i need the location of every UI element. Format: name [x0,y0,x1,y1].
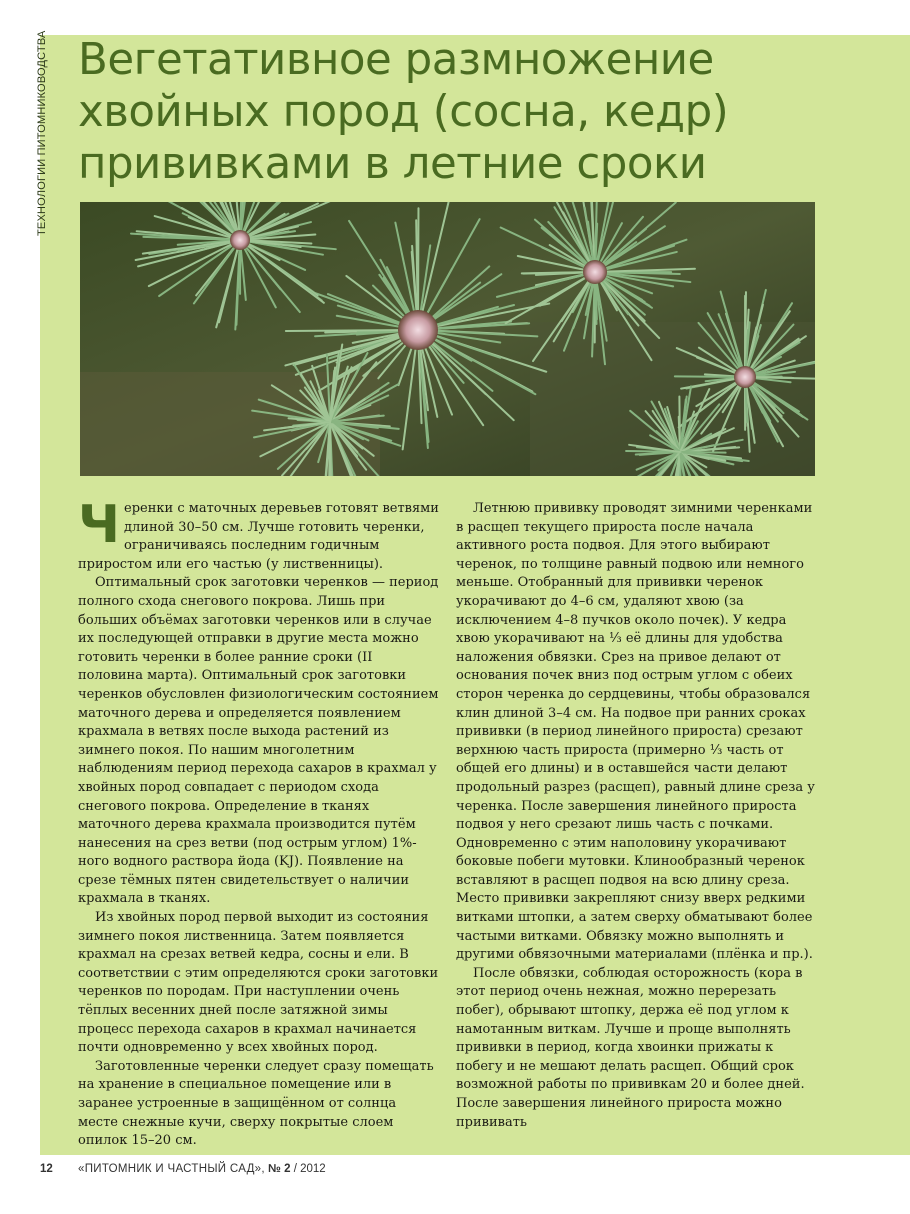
pine-branch-photo [80,202,815,476]
text-column-left [78,495,440,1151]
drop-cap: Ч [78,495,121,555]
paragraph-2: Оптимальный срок заготовки черенков — период полного схода снегового покрова. Лишь при больших объёмах заготовки черенков или в случае их последующей отправки в другие места можно готовить черенки в более ранние сроки (II половина марта). Оптимальный срок заготовки черенков обусловлен физиологическим состоянием маточного дерева и определяется появлением крахмала в ветвях после выхода растений из зимнего покоя. По нашим многолетним наблюдениям период перехода сахаров в крахмал у хвойных пород совпадает с периодом схода снегового покрова. Определение в тканях маточного дерева крахмала производится путём нанесения на срез ветви (под острым углом) 1%-ного водного раствора йода (KJ). Появление на срезе тёмных пятен свидетельствует о наличии крахмала в тканях. [78,575,439,907]
paragraph-1 [78,495,440,574]
paragraph-1-text: еренки с маточных деревьев готовят ветвями длиной 30–50 см. Лучше готовить черенки, ограничиваясь последним годичным приростом или его частью (у лиственницы). [78,501,439,572]
page-footer [40,1163,326,1175]
section-label [36,30,54,236]
text-column-right [456,500,818,1132]
section-label-text: ТЕХНОЛОГИИ ПИТОМНИКОВОДСТВА [36,30,48,236]
paragraph-6: После обвязки, соблюдая осторожность (кора в этот период очень нежная, можно перерезать побег), обрывают штопку, держа её под углом к намотанным виткам. Лучше и проще выполнять прививки в период, когда хвоинки прижаты к побегу и не мешают делать расщеп. Общий срок возможной работы по прививкам 20 и более дней. После завершения линейного прироста можно прививать [456,965,805,1130]
page-number: 12 [40,1163,53,1175]
paragraph-4: Заготовленные черенки следует сразу помещать на хранение в специальное помещение или в заранее устроенные в защищённом от солнца месте снежные кучи, сверху покрытые слоем опилок 15–20 см. [78,1058,434,1149]
paragraph-3: Из хвойных пород первой выходит из состояния зимнего покоя лиственница. Затем появляется крахмал на срезах ветвей кедра, сосны и ели. В соответствии с этим определяются сроки заготовки черенков по породам. При наступлении очень тёплых весенних дней после затяжной зимы процесс перехода сахаров в крахмал начинается почти одновременно у всех хвойных пород. [78,910,439,1056]
issue-number: № 2 [268,1163,291,1175]
paragraph-5: Летнюю прививку проводят зимними черенками в расщеп текущего прироста после начала активного роста подвоя. Для этого выбирают черенок, по толщине равный подвою или немного меньше. Отобранный для прививки черенок укорачивают до 4–6 см, удаляют хвою (за исключением 4–8 пучков около почек). У кедра хвою укорачивают на ⅓ её длины для удобства наложения обвязки. Срез на привое делают от основания почек вниз под острым углом с обеих сторон черенка до сердцевины, чтобы образовался клин длиной 3–4 см. На подвое при ранних сроках прививки (в период линейного прироста) срезают верхнюю часть прироста (примерно ⅓ часть от общей его длины) и в оставшейся части делают продольный разрез (расщеп), равный длине среза у черенка. После завершения линейного прироста подвоя у него срезают лишь часть с почками. Одновременно с этим наполовину укорачивают боковые побеги мутовки. Клинообразный черенок вставляют в расщеп подвоя на всю длину среза. Место прививки закрепляют снизу вверх редкими витками штопки, а затем сверху обматывают более частыми витками. Обвязку можно выполнять и другими обвязочными материалами (плёнка и пр.). [456,501,815,963]
magazine-name: «ПИТОМНИК И ЧАСТНЫЙ САД», [78,1163,265,1175]
issue-year: / 2012 [293,1163,326,1175]
article-title: Вегетативное размножение хвойных пород (сосна, кедр) прививками в летние сроки [78,35,729,189]
